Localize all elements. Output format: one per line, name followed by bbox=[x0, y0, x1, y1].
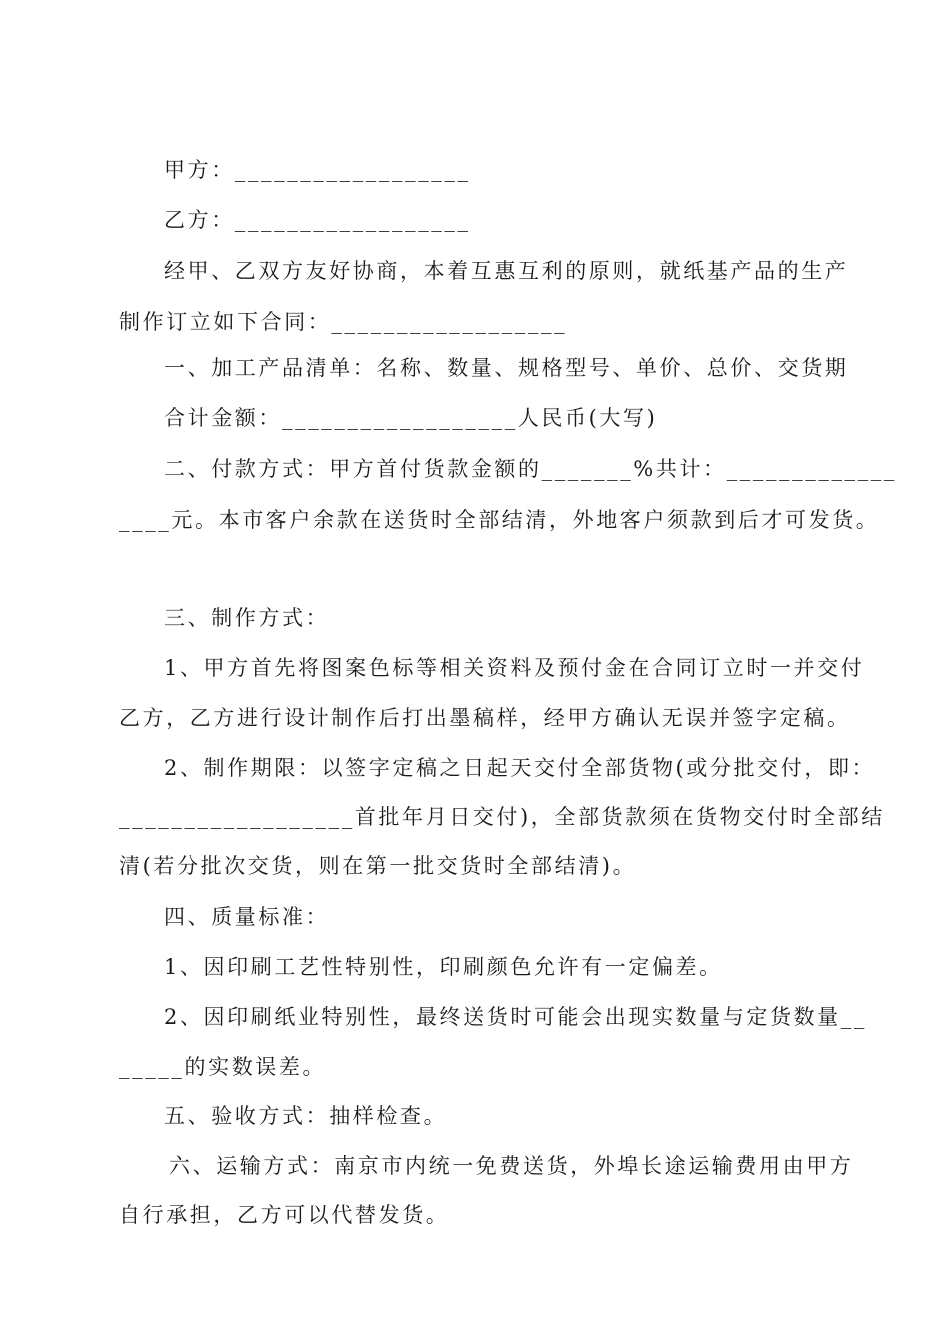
section-2-line-2: ____元。本市客户余款在送货时全部结清，外地客户须款到后才可发货。 bbox=[119, 508, 880, 532]
section-6-line-1: 六、运输方式：南京市内统一免费送货，外埠长途运输费用由甲方 bbox=[169, 1154, 854, 1178]
section-3-item-1-line-2: 乙方，乙方进行设计制作后打出墨稿样，经甲方确认无误并签字定稿。 bbox=[119, 706, 851, 730]
intro-line-1: 经甲、乙双方友好协商，本着互惠互利的原则，就纸基产品的生产 bbox=[164, 259, 849, 283]
section-3-item-2-line-2: __________________首批年月日交付)，全部货款须在货物交付时全部结 bbox=[119, 805, 885, 829]
section-3-item-2-line-1: 2、制作期限：以签字定稿之日起天交付全部货物(或分批交付，即： bbox=[164, 756, 876, 780]
section-5: 五、验收方式：抽样检查。 bbox=[164, 1104, 448, 1128]
section-1-total: 合计金额：__________________人民币(大写) bbox=[164, 406, 658, 430]
section-6-line-2: 自行承担，乙方可以代替发货。 bbox=[119, 1203, 450, 1227]
section-3-heading: 三、制作方式： bbox=[164, 606, 330, 630]
section-1-heading: 一、加工产品清单：名称、数量、规格型号、单价、总价、交货期 bbox=[164, 356, 849, 380]
intro-line-2: 制作订立如下合同：__________________ bbox=[119, 310, 568, 334]
section-4-item-1: 1、因印刷工艺性特别性，印刷颜色允许有一定偏差。 bbox=[164, 955, 723, 979]
party-b-line: 乙方：__________________ bbox=[164, 208, 471, 232]
section-4-item-2-line-1: 2、因印刷纸业特别性，最终送货时可能会出现实数量与定货数量__ bbox=[164, 1005, 867, 1029]
section-3-item-1-line-1: 1、甲方首先将图案色标等相关资料及预付金在合同订立时一并交付 bbox=[164, 656, 865, 680]
party-a-line: 甲方：__________________ bbox=[164, 158, 471, 182]
section-3-item-2-line-3: 清(若分批次交货，则在第一批交货时全部结清)。 bbox=[119, 854, 637, 878]
section-4-heading: 四、质量标准： bbox=[164, 905, 330, 929]
section-4-item-2-line-2: _____的实数误差。 bbox=[119, 1055, 327, 1079]
section-2-line-1: 二、付款方式：甲方首付货款金额的_______%共计：_____________ bbox=[164, 457, 897, 481]
